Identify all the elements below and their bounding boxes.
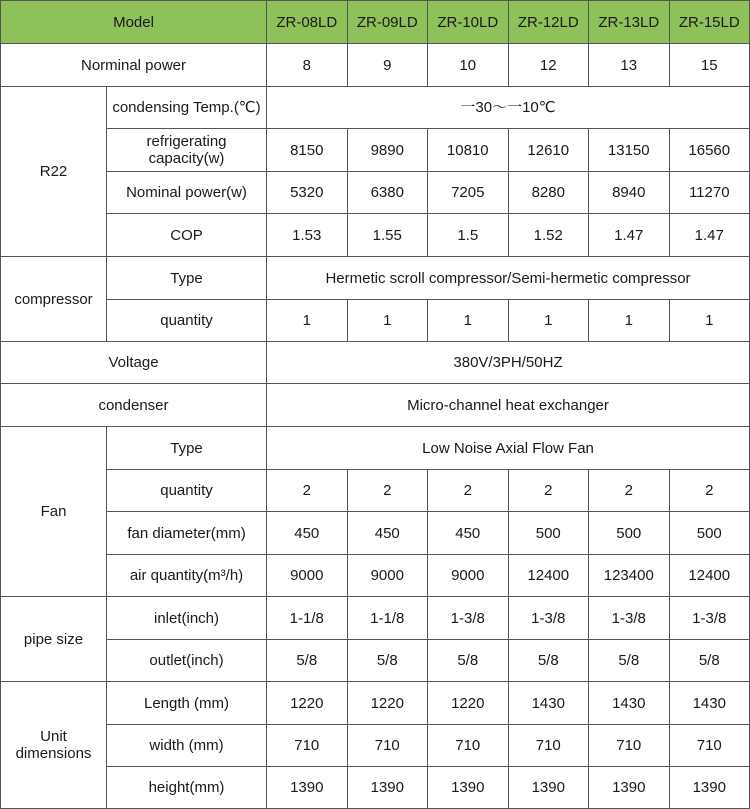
cell-value: 1-1/8 bbox=[267, 597, 348, 640]
cell-value: 1430 bbox=[589, 682, 670, 725]
cell-value: 1 bbox=[267, 300, 348, 342]
row-label: Nominal power(w) bbox=[107, 172, 267, 214]
compressor-quantity-row bbox=[1, 300, 750, 342]
cell-value: 1.47 bbox=[589, 214, 670, 257]
cell-value: 12 bbox=[508, 44, 589, 87]
cell-value: 380V/3PH/50HZ bbox=[267, 342, 750, 384]
cell-value: 1 bbox=[347, 300, 428, 342]
cell-value: 500 bbox=[669, 512, 750, 555]
model-name: ZR-13LD bbox=[589, 1, 670, 44]
cell-value: 13 bbox=[589, 44, 670, 87]
cell-value: 一30～一10℃ bbox=[267, 87, 750, 129]
cell-value: 1.53 bbox=[267, 214, 348, 257]
cell-value: 500 bbox=[508, 512, 589, 555]
cell-value: 9000 bbox=[267, 555, 348, 597]
cell-value: Hermetic scroll compressor/Semi-hermetic compressor bbox=[267, 257, 750, 300]
compressor-type-row bbox=[1, 257, 750, 300]
cell-value: 710 bbox=[669, 725, 750, 767]
cell-value: 9 bbox=[347, 44, 428, 87]
row-label: Length (mm) bbox=[107, 682, 267, 725]
fan-type-row bbox=[1, 427, 750, 470]
cell-value: 450 bbox=[267, 512, 348, 555]
row-label: width (mm) bbox=[107, 725, 267, 767]
cell-value: 123400 bbox=[589, 555, 670, 597]
cell-value: 1.55 bbox=[347, 214, 428, 257]
cell-value: 1220 bbox=[267, 682, 348, 725]
length-row bbox=[1, 682, 750, 725]
cell-value: 15 bbox=[669, 44, 750, 87]
cell-value: 710 bbox=[428, 725, 509, 767]
cell-value: 1390 bbox=[347, 767, 428, 809]
row-label: inlet(inch) bbox=[107, 597, 267, 640]
cell-value: 1-3/8 bbox=[428, 597, 509, 640]
cell-value: 450 bbox=[347, 512, 428, 555]
row-label: Type bbox=[107, 257, 267, 300]
row-label: COP bbox=[107, 214, 267, 257]
row-label: Voltage bbox=[1, 342, 267, 384]
pipe-inlet-row bbox=[1, 597, 750, 640]
cell-value: 1 bbox=[508, 300, 589, 342]
cell-value: 1.5 bbox=[428, 214, 509, 257]
cell-value: 1390 bbox=[267, 767, 348, 809]
row-label: quantity bbox=[107, 300, 267, 342]
cell-value: 1-3/8 bbox=[589, 597, 670, 640]
cell-value: 13150 bbox=[589, 129, 670, 172]
pipe-outlet-row bbox=[1, 640, 750, 682]
cell-value: 710 bbox=[589, 725, 670, 767]
cell-value: 5/8 bbox=[267, 640, 348, 682]
group-label-r22: R22 bbox=[1, 87, 107, 257]
group-label-fan: Fan bbox=[1, 427, 107, 597]
cell-value: 1 bbox=[589, 300, 670, 342]
cell-value: 10810 bbox=[428, 129, 509, 172]
cell-value: 1390 bbox=[428, 767, 509, 809]
cell-value: 1-1/8 bbox=[347, 597, 428, 640]
fan-diameter-row bbox=[1, 512, 750, 555]
cell-value: 1 bbox=[669, 300, 750, 342]
cell-value: 8940 bbox=[589, 172, 670, 214]
cell-value: 2 bbox=[267, 470, 348, 512]
cell-value: 8150 bbox=[267, 129, 348, 172]
cell-value: 1430 bbox=[508, 682, 589, 725]
cell-value: 1430 bbox=[669, 682, 750, 725]
row-label: height(mm) bbox=[107, 767, 267, 809]
row-label: outlet(inch) bbox=[107, 640, 267, 682]
cell-value: 2 bbox=[589, 470, 670, 512]
cell-value: 710 bbox=[508, 725, 589, 767]
cell-value: 8 bbox=[267, 44, 348, 87]
model-name: ZR-12LD bbox=[508, 1, 589, 44]
cell-value: 1220 bbox=[347, 682, 428, 725]
cell-value: 450 bbox=[428, 512, 509, 555]
row-label: air quantity(m³/h) bbox=[107, 555, 267, 597]
cell-value: 1-3/8 bbox=[669, 597, 750, 640]
group-label-pipe-size: pipe size bbox=[1, 597, 107, 682]
condenser-row bbox=[1, 384, 750, 427]
row-label: fan diameter(mm) bbox=[107, 512, 267, 555]
row-label: quantity bbox=[107, 470, 267, 512]
height-row bbox=[1, 767, 750, 809]
cell-value: 12610 bbox=[508, 129, 589, 172]
cell-value: 16560 bbox=[669, 129, 750, 172]
cell-value: 2 bbox=[428, 470, 509, 512]
cell-value: 710 bbox=[347, 725, 428, 767]
cell-value: 5/8 bbox=[669, 640, 750, 682]
cell-value: 7205 bbox=[428, 172, 509, 214]
cell-value: 5/8 bbox=[347, 640, 428, 682]
row-label: Norminal power bbox=[1, 44, 267, 87]
row-label: refrigerating capacity(w) bbox=[107, 129, 267, 172]
model-header: Model bbox=[1, 1, 267, 44]
cell-value: 2 bbox=[508, 470, 589, 512]
air-quantity-row bbox=[1, 555, 750, 597]
width-row bbox=[1, 725, 750, 767]
cop-row bbox=[1, 214, 750, 257]
cell-value: 11270 bbox=[669, 172, 750, 214]
cell-value: 9890 bbox=[347, 129, 428, 172]
model-name: ZR-15LD bbox=[669, 1, 750, 44]
nominal-power-w-row bbox=[1, 172, 750, 214]
cell-value: 5/8 bbox=[428, 640, 509, 682]
condensing-temp-row bbox=[1, 87, 750, 129]
cell-value: 1390 bbox=[508, 767, 589, 809]
cell-value: 9000 bbox=[428, 555, 509, 597]
group-label-compressor: compressor bbox=[1, 257, 107, 342]
nominal-power-row bbox=[1, 44, 750, 87]
cell-value: 10 bbox=[428, 44, 509, 87]
voltage-row bbox=[1, 342, 750, 384]
cell-value: Low Noise Axial Flow Fan bbox=[267, 427, 750, 470]
cell-value: 500 bbox=[589, 512, 670, 555]
cell-value: 8280 bbox=[508, 172, 589, 214]
cell-value: 1.47 bbox=[669, 214, 750, 257]
group-label-unit-dimensions: Unit dimensions bbox=[1, 682, 107, 809]
cell-value: 9000 bbox=[347, 555, 428, 597]
cell-value: 12400 bbox=[508, 555, 589, 597]
refrigerating-capacity-row bbox=[1, 129, 750, 172]
cell-value: 2 bbox=[347, 470, 428, 512]
cell-value: 5320 bbox=[267, 172, 348, 214]
model-name: ZR-08LD bbox=[267, 1, 348, 44]
row-label: condensing Temp.(℃) bbox=[107, 87, 267, 129]
cell-value: 1390 bbox=[589, 767, 670, 809]
cell-value: 1220 bbox=[428, 682, 509, 725]
cell-value: 2 bbox=[669, 470, 750, 512]
cell-value: 6380 bbox=[347, 172, 428, 214]
header-row bbox=[1, 1, 750, 44]
cell-value: 1 bbox=[428, 300, 509, 342]
fan-quantity-row bbox=[1, 470, 750, 512]
cell-value: 5/8 bbox=[508, 640, 589, 682]
cell-value: 710 bbox=[267, 725, 348, 767]
cell-value: 12400 bbox=[669, 555, 750, 597]
cell-value: Micro-channel heat exchanger bbox=[267, 384, 750, 427]
cell-value: 1-3/8 bbox=[508, 597, 589, 640]
model-name: ZR-10LD bbox=[428, 1, 509, 44]
model-name: ZR-09LD bbox=[347, 1, 428, 44]
row-label: Type bbox=[107, 427, 267, 470]
row-label: condenser bbox=[1, 384, 267, 427]
cell-value: 1390 bbox=[669, 767, 750, 809]
cell-value: 5/8 bbox=[589, 640, 670, 682]
cell-value: 1.52 bbox=[508, 214, 589, 257]
